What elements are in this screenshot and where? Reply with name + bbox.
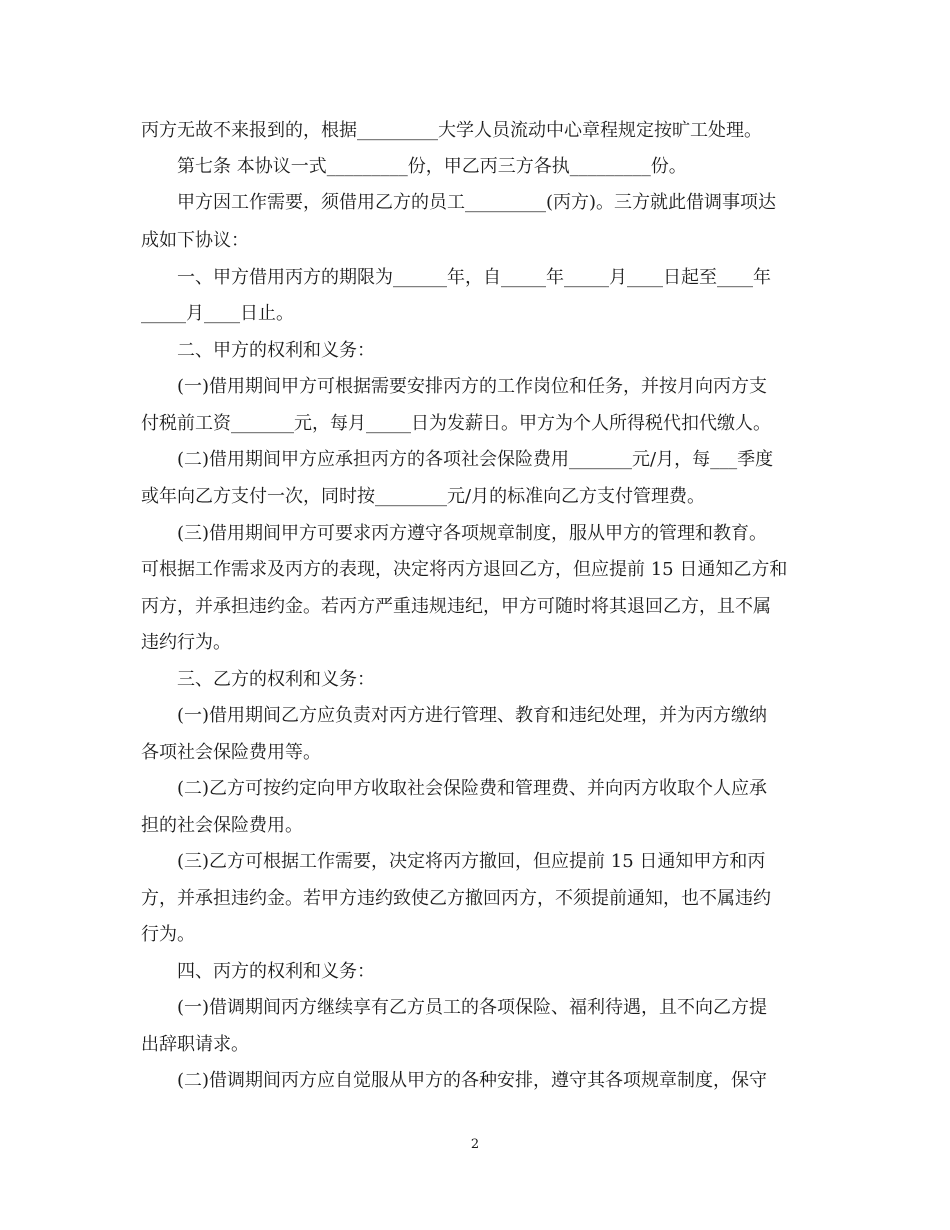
section-heading: 二、甲方的权利和义务： bbox=[177, 340, 375, 361]
paragraph-line: (三)乙方可根据工作需要，决定将丙方撤回，但应提前 15 日通知甲方和丙 bbox=[177, 851, 766, 872]
paragraph-line: 可根据工作需求及丙方的表现，决定将丙方退回乙方，但应提前 15 日通知乙方和 bbox=[141, 559, 788, 580]
article-seven-line: 第七条 本协议一式_________份，甲乙丙三方各执_________份。 bbox=[177, 156, 687, 177]
section-heading: 四、丙方的权利和义务： bbox=[177, 961, 375, 982]
page-number: 2 bbox=[470, 1137, 480, 1152]
section-heading: 三、乙方的权利和义务： bbox=[177, 669, 375, 690]
paragraph-line: 方，并承担违约金。若甲方违约致使乙方撤回丙方，不须提前通知，也不属违约 bbox=[141, 888, 771, 909]
section-one-line: 一、甲方借用丙方的期限为______年，自_____年_____月____日起至____年 bbox=[177, 267, 771, 288]
paragraph-line: 付税前工资_______元，每月_____日为发薪日。甲方为个人所得税代扣代缴人。 bbox=[141, 413, 771, 434]
paragraph-line: (一)借用期间甲方可根据需要安排丙方的工作岗位和任务，并按月向丙方支 bbox=[177, 376, 768, 397]
paragraph-line: (二)乙方可按约定向甲方收取社会保险费和管理费、并向丙方收取个人应承 bbox=[177, 778, 768, 799]
paragraph-line: (一)借调期间丙方继续享有乙方员工的各项保险、福利待遇，且不向乙方提 bbox=[177, 997, 768, 1018]
paragraph-line: 或年向乙方支付一次，同时按________元/月的标准向乙方支付管理费。 bbox=[141, 486, 706, 507]
paragraph-line: _____月____日止。 bbox=[141, 303, 294, 324]
paragraph-line: (一)借用期间乙方应负责对丙方进行管理、教育和违纪处理，并为丙方缴纳 bbox=[177, 705, 768, 726]
paragraph-line: 行为。 bbox=[141, 924, 195, 945]
paragraph-line: (二)借用期间甲方应承担丙方的各项社会保险费用_______元/月，每___季度 bbox=[177, 449, 774, 470]
paragraph-line: 违约行为。 bbox=[141, 632, 231, 653]
paragraph-line: 出辞职请求。 bbox=[141, 1034, 249, 1055]
paragraph-line: 担的社会保险费用。 bbox=[141, 815, 303, 836]
paragraph-line: 甲方因工作需要，须借用乙方的员工_________(丙方)。三方就此借调事项达 bbox=[177, 192, 777, 213]
paragraph-line: 丙方，并承担违约金。若丙方严重违规违纪，甲方可随时将其退回乙方，且不属 bbox=[141, 596, 771, 617]
paragraph-line: 成如下协议： bbox=[141, 230, 249, 251]
paragraph-line: 各项社会保险费用等。 bbox=[141, 742, 321, 763]
paragraph-line: (三)借用期间甲方可要求丙方遵守各项规章制度，服从甲方的管理和教育。 bbox=[177, 523, 768, 544]
paragraph-line: 丙方无故不来报到的，根据_________大学人员流动中心章程规定按旷工处理。 bbox=[141, 120, 762, 141]
paragraph-line: (二)借调期间丙方应自觉服从甲方的各种安排，遵守其各项规章制度，保守 bbox=[177, 1070, 768, 1091]
